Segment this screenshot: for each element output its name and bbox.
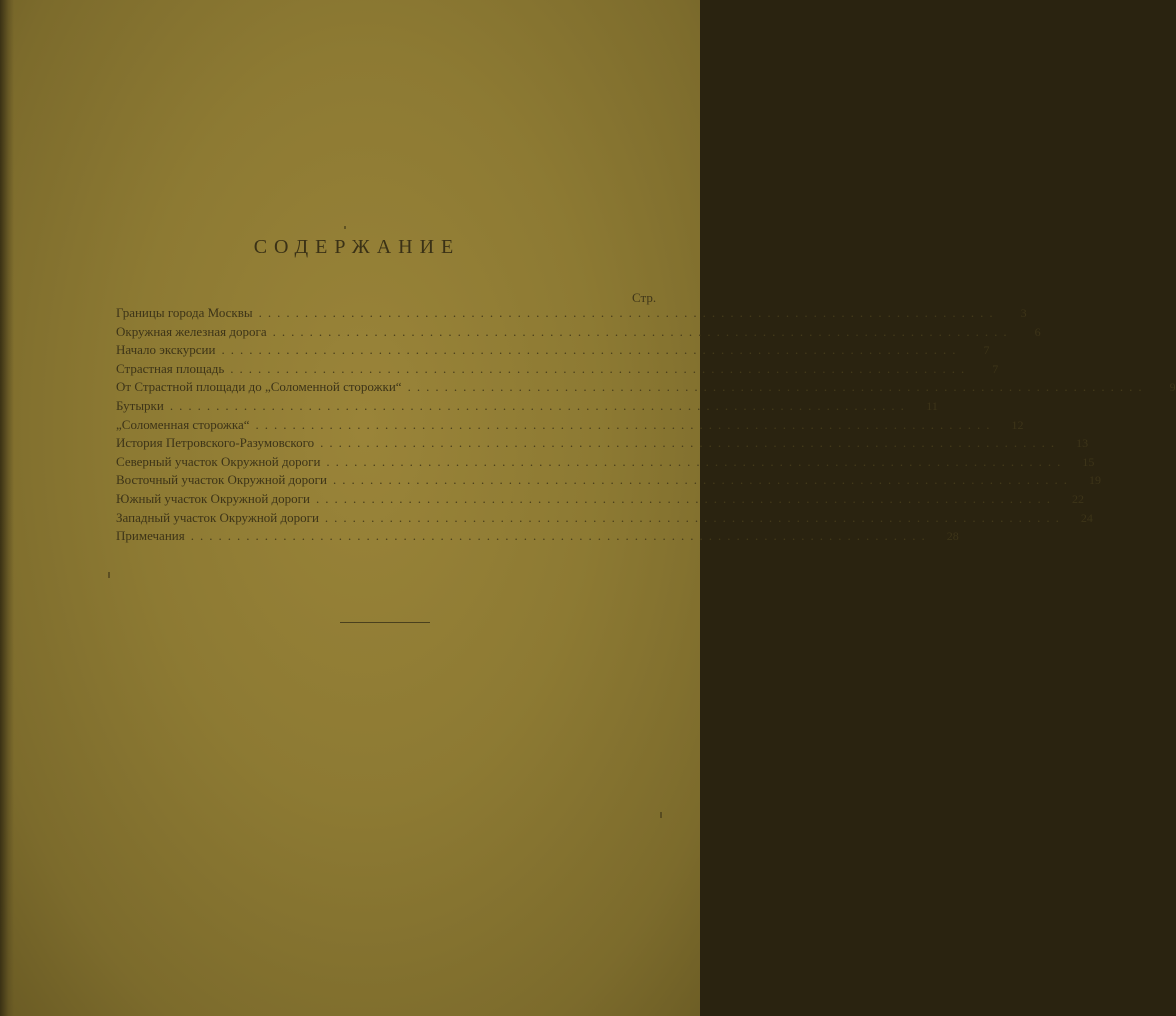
toc-entry <box>116 416 1024 435</box>
leader-dots: ................................................................................ <box>272 323 1013 339</box>
toc-entry <box>116 341 990 360</box>
toc-entry <box>116 360 999 379</box>
toc-entry-page: 7 <box>983 343 990 358</box>
toc-entry-page: 11 <box>926 398 938 413</box>
toc-entry-page: 3 <box>1020 306 1027 320</box>
toc-entry-title: История Петровского-Разумовского <box>116 435 315 451</box>
toc-entry <box>116 304 1027 323</box>
toc-entry-page: 6 <box>1034 324 1041 339</box>
toc-entry <box>116 490 1084 509</box>
toc-entry <box>116 323 1041 342</box>
table-of-contents <box>116 304 1176 546</box>
toc-entry-title: Восточный участок Окружной дороги <box>116 472 327 488</box>
leader-dots: ................................................................................ <box>315 490 1056 506</box>
toc-entry-page: 12 <box>1011 417 1024 432</box>
page-title: СОДЕРЖАНИЕ <box>253 236 461 258</box>
leader-dots: ................................................................................ <box>324 509 1065 525</box>
leader-dots: ................................................................................ <box>230 360 971 376</box>
leader-dots: ................................................................................ <box>255 416 996 432</box>
toc-entry <box>116 527 959 546</box>
toc-entry-title: Примечания <box>116 528 185 544</box>
closing-rule <box>340 622 430 623</box>
paper-speck <box>660 812 662 818</box>
toc-entry <box>116 434 1089 453</box>
leader-dots: ................................................................................ <box>320 435 1061 451</box>
toc-entry <box>116 453 1095 472</box>
toc-entry-title: Окружная железная дорога <box>116 323 267 339</box>
leader-dots: ................................................................................ <box>407 379 1148 395</box>
toc-entry-page: 22 <box>1071 491 1084 506</box>
toc-entry-title: Бутырки <box>116 397 164 413</box>
toc-entry-page: 24 <box>1080 510 1093 525</box>
toc-entry-title: Северный участок Окружной дороги <box>116 453 321 469</box>
leader-dots: ................................................................................ <box>326 453 1067 469</box>
leader-dots: ................................................................................ <box>190 528 931 544</box>
toc-entry-page: 13 <box>1076 436 1089 451</box>
toc-entry-page: 7 <box>992 361 999 376</box>
paper-speck <box>108 572 110 578</box>
leader-dots: ................................................................................ <box>169 397 910 413</box>
toc-entry <box>116 397 938 416</box>
toc-entry-title: Начало экскурсии <box>116 342 216 358</box>
leader-dots: ................................................................................ <box>332 472 1073 488</box>
toc-entry-title: Западный участок Окружной дороги <box>116 509 319 525</box>
toc-entry-title: Границы города Москвы <box>116 305 253 320</box>
page-edge-shadow <box>0 0 14 1016</box>
toc-entry <box>116 509 1093 528</box>
toc-entry <box>116 378 1176 397</box>
leader-dots: ................................................................................ <box>258 305 999 320</box>
paper-speck <box>344 226 346 229</box>
toc-entry-page: 15 <box>1082 454 1095 469</box>
toc-entry-page: 9 <box>1169 380 1176 395</box>
page-column-label: Стр. <box>632 290 657 305</box>
toc-entry-title: „Соломенная сторожка“ <box>116 416 250 432</box>
toc-entry-page: 28 <box>946 529 959 544</box>
toc-entry-title: От Страстной площади до „Соломенной сторожки“ <box>116 379 402 395</box>
leader-dots: ................................................................................ <box>221 342 962 358</box>
toc-entry-page: 19 <box>1088 473 1101 488</box>
toc-entry-title: Южный участок Окружной дороги <box>116 490 310 506</box>
toc-entry <box>116 471 1101 490</box>
toc-entry-title: Страстная площадь <box>116 360 225 376</box>
